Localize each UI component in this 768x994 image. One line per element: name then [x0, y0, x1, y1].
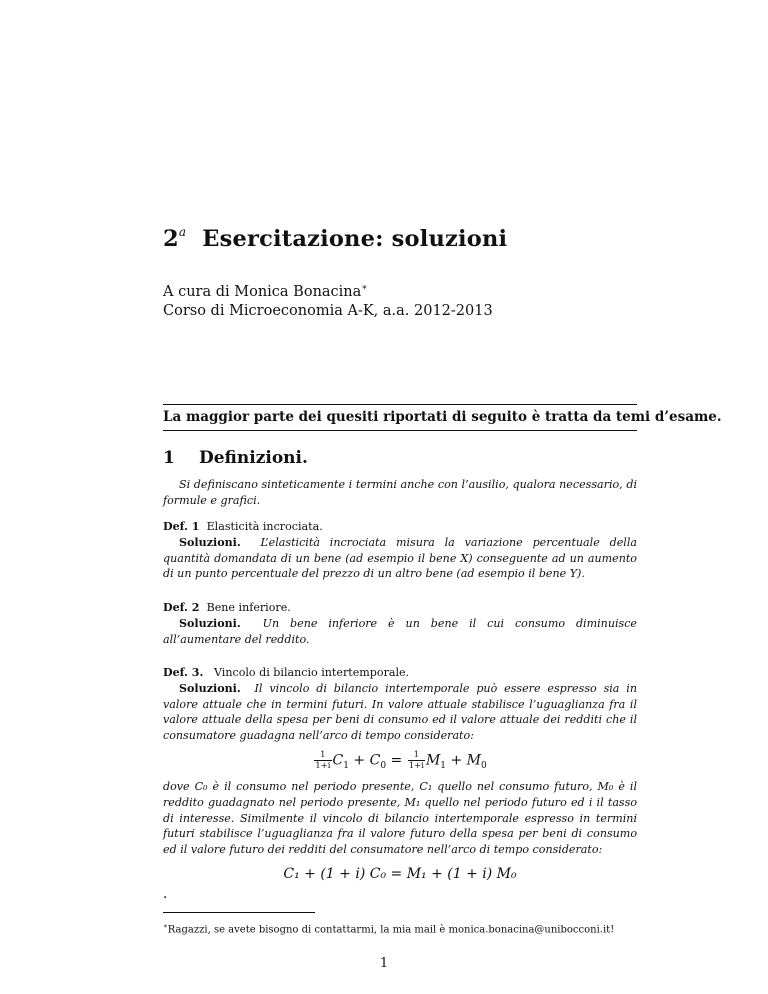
equation-present-value: $\frac{1}{1+i}$ $C_1 + C_0$ = $\frac{1}{1+i}$ $M_1 + M_0$ [315, 750, 487, 771]
author-block [163, 279, 493, 321]
section-heading [163, 448, 308, 468]
footnote-text: Ragazzi, se avete bisogno di contattarmi, la mia mail è monica.bonacina@unibocconi.it! [167, 924, 615, 936]
definition-3 [163, 665, 637, 744]
def-term: Vincolo di bilancio intertemporale. [213, 666, 410, 679]
def-answer: Un bene inferiore è un bene il cui consumo diminuisce all’aumentare del reddito. [163, 616, 637, 646]
course-line: Corso di Microeconomia A-K, a.a. 2012-2013 [163, 302, 493, 319]
section-title: Definizioni. [199, 448, 308, 468]
equation-explanation: dove C₀ è il consumo nel periodo presente, C₁ quello nel consumo futuro, M₀ è il reddito guadagnato nel periodo presente, M₁ quello nel periodo futuro ed i il tasso di interesse. Similmente il vincolo di bilancio intertemporale espresso in termini futuri stabilisce l’uguaglianza fra il valore futuro della spesa per beni di consumo ed il valore futuro dei redditi del consumatore nell’arco di tempo considerato: [163, 780, 637, 857]
trailing-dot: . [163, 886, 168, 902]
solution-label: Soluzioni. [179, 681, 241, 695]
title-superscript: a [178, 224, 187, 239]
definition-1 [163, 519, 637, 582]
definition-2 [163, 600, 637, 647]
footnote-marker: ∗ [163, 922, 168, 930]
page-number: 1 [379, 956, 389, 971]
def-term: Bene inferiore. [206, 601, 291, 614]
section-intro: Si definiscano sinteticamente i termini anche con l’ausilio, qualora necessario, di formule e grafici. [163, 478, 637, 507]
lead-statement: La maggior parte dei quesiti riportati di seguito è tratta da temi d’esame. [163, 409, 722, 425]
title-number: 2 [163, 226, 179, 252]
def-label: Def. 1 [163, 520, 200, 533]
top-rule [163, 404, 637, 405]
def-answer: L’elasticità incrociata misura la variazione percentuale della quantità domandata di un bene (ad esempio il bene X) conseguente ad un aumento di un punto percentuale del prezzo di un altro bene (ad esempio il bene Y). [163, 535, 637, 581]
footnote-mark: ∗ [361, 283, 368, 293]
def-answer: Il vincolo di bilancio intertemporale può essere espresso sia in valore attuale che in termini futuri. In valore attuale stabilisce l’uguaglianza fra il valore attuale della spesa per beni di consumo ed il valore attuale dei redditi che il consumatore guadagna nell’arco di tempo considerato: [163, 681, 637, 743]
bottom-rule [163, 430, 637, 431]
document-title [163, 226, 507, 252]
def-label: Def. 3. [163, 666, 204, 679]
footnote-rule [163, 912, 315, 913]
solution-label: Soluzioni. [179, 616, 241, 630]
def-label: Def. 2 [163, 601, 200, 614]
section-number: 1 [163, 448, 175, 468]
def-term: Elasticità incrociata. [206, 520, 323, 533]
title-text: Esercitazione: soluzioni [202, 226, 508, 252]
author-line: A cura di Monica Bonacina [163, 283, 362, 300]
equation-future-value: C₁ + (1 + i) C₀ = M₁ + (1 + i) M₀ [283, 866, 517, 882]
footnote [163, 922, 614, 935]
solution-label: Soluzioni. [179, 535, 241, 549]
